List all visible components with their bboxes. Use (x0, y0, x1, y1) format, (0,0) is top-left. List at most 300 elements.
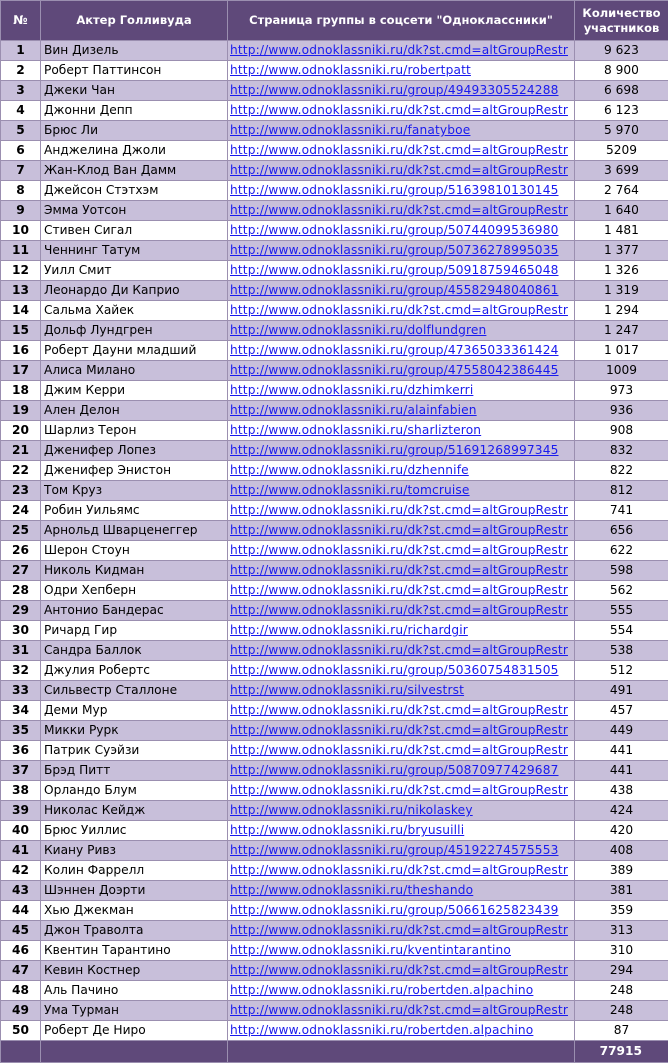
table-row (1, 261, 668, 281)
actor-name: Уилл Смит (41, 261, 228, 281)
group-link[interactable]: http://www.odnoklassniki.ru/dk?st.cmd=altGroupRestr (230, 303, 568, 317)
table-row (1, 441, 668, 461)
actor-name: Роберт Паттинсон (41, 61, 228, 81)
member-count: 3 699 (575, 161, 668, 181)
table-row (1, 181, 668, 201)
table-row (1, 941, 668, 961)
row-number: 38 (1, 781, 41, 801)
group-link[interactable]: http://www.odnoklassniki.ru/dk?st.cmd=altGroupRestr (230, 523, 568, 537)
member-count: 6 123 (575, 101, 668, 121)
table-row (1, 641, 668, 661)
group-url-cell (228, 861, 575, 881)
group-link[interactable]: http://www.odnoklassniki.ru/fanatyboe (230, 123, 471, 137)
group-url-cell (228, 581, 575, 601)
member-count: 313 (575, 921, 668, 941)
row-number: 45 (1, 921, 41, 941)
row-number: 3 (1, 81, 41, 101)
group-link[interactable]: http://www.odnoklassniki.ru/dk?st.cmd=altGroupRestr (230, 543, 568, 557)
group-link[interactable]: http://www.odnoklassniki.ru/dk?st.cmd=altGroupRestr (230, 643, 568, 657)
header-count-line2: участников (583, 20, 660, 35)
actor-name: Дженифер Лопез (41, 441, 228, 461)
member-count: 438 (575, 781, 668, 801)
group-url-cell (228, 301, 575, 321)
row-number: 27 (1, 561, 41, 581)
row-number: 46 (1, 941, 41, 961)
row-number: 40 (1, 821, 41, 841)
group-link[interactable]: http://www.odnoklassniki.ru/robertpatt (230, 63, 471, 77)
group-url-cell (228, 661, 575, 681)
group-link[interactable]: http://www.odnoklassniki.ru/dk?st.cmd=altGroupRestr (230, 103, 568, 117)
group-url-cell (228, 1001, 575, 1021)
group-link[interactable]: http://www.odnoklassniki.ru/nikolaskey (230, 803, 473, 817)
group-url-cell (228, 281, 575, 301)
row-number: 47 (1, 961, 41, 981)
table-row (1, 301, 668, 321)
actor-name: Сильвестр Сталлоне (41, 681, 228, 701)
group-url-cell (228, 561, 575, 581)
row-number: 17 (1, 361, 41, 381)
table-row (1, 281, 668, 301)
member-count: 310 (575, 941, 668, 961)
actor-name: Кевин Костнер (41, 961, 228, 981)
group-link[interactable]: http://www.odnoklassniki.ru/dzhimkerri (230, 383, 474, 397)
total-cell-empty-1 (1, 1041, 41, 1063)
table-row (1, 541, 668, 561)
row-number: 29 (1, 601, 41, 621)
group-url-cell (228, 321, 575, 341)
row-number: 31 (1, 641, 41, 661)
actor-name: Микки Рурк (41, 721, 228, 741)
group-link[interactable]: http://www.odnoklassniki.ru/group/49493305524288 (230, 83, 559, 97)
member-count: 1 326 (575, 261, 668, 281)
table-row (1, 61, 668, 81)
row-number: 12 (1, 261, 41, 281)
group-link[interactable]: http://www.odnoklassniki.ru/kventintarantino (230, 943, 512, 957)
group-link[interactable]: http://www.odnoklassniki.ru/group/45192274575553 (230, 843, 559, 857)
group-link[interactable]: http://www.odnoklassniki.ru/dk?st.cmd=altGroupRestr (230, 863, 568, 877)
member-count: 389 (575, 861, 668, 881)
table-row (1, 721, 668, 741)
actor-name: Жан-Клод Ван Дамм (41, 161, 228, 181)
table-row (1, 321, 668, 341)
group-link[interactable]: http://www.odnoklassniki.ru/dolflundgren (230, 323, 487, 337)
group-link[interactable]: http://www.odnoklassniki.ru/dk?st.cmd=altGroupRestr (230, 583, 568, 597)
group-link[interactable]: http://www.odnoklassniki.ru/theshando (230, 883, 474, 897)
actor-name: Шарлиз Терон (41, 421, 228, 441)
table-row (1, 41, 668, 61)
table-row (1, 201, 668, 221)
table-row (1, 221, 668, 241)
member-count: 936 (575, 401, 668, 421)
row-number: 7 (1, 161, 41, 181)
member-count: 555 (575, 601, 668, 621)
member-count: 1009 (575, 361, 668, 381)
actor-name: Дженифер Энистон (41, 461, 228, 481)
group-link[interactable]: http://www.odnoklassniki.ru/dk?st.cmd=altGroupRestr (230, 163, 568, 177)
group-url-cell (228, 701, 575, 721)
row-number: 23 (1, 481, 41, 501)
group-url-cell (228, 461, 575, 481)
table-row (1, 681, 668, 701)
group-url-cell (228, 901, 575, 921)
actor-name: Хью Джекман (41, 901, 228, 921)
member-count: 741 (575, 501, 668, 521)
actor-name: Одри Хепберн (41, 581, 228, 601)
member-count: 5 970 (575, 121, 668, 141)
group-link[interactable]: http://www.odnoklassniki.ru/dk?st.cmd=altGroupRestr (230, 783, 568, 797)
member-count: 441 (575, 761, 668, 781)
table-row (1, 501, 668, 521)
group-link[interactable]: http://www.odnoklassniki.ru/dk?st.cmd=altGroupRestr (230, 723, 568, 737)
table-row (1, 601, 668, 621)
table-row (1, 781, 668, 801)
actor-name: Арнольд Шварценеггер (41, 521, 228, 541)
table-row (1, 861, 668, 881)
group-url-cell (228, 741, 575, 761)
header-row (1, 1, 668, 41)
row-number: 19 (1, 401, 41, 421)
group-link[interactable]: http://www.odnoklassniki.ru/group/47365033361424 (230, 343, 559, 357)
member-count: 562 (575, 581, 668, 601)
member-count: 538 (575, 641, 668, 661)
table-row (1, 101, 668, 121)
table-row (1, 741, 668, 761)
actor-name: Джейсон Стэтхэм (41, 181, 228, 201)
table-row (1, 661, 668, 681)
row-number: 49 (1, 1001, 41, 1021)
table-row (1, 581, 668, 601)
group-url-cell (228, 541, 575, 561)
group-link[interactable]: http://www.odnoklassniki.ru/dk?st.cmd=altGroupRestr (230, 703, 568, 717)
actor-name: Николас Кейдж (41, 801, 228, 821)
actor-name: Джулия Робертс (41, 661, 228, 681)
total-count: 77915 (575, 1041, 668, 1063)
group-url-cell (228, 961, 575, 981)
actor-name: Джеки Чан (41, 81, 228, 101)
group-url-cell (228, 361, 575, 381)
actor-name: Ума Турман (41, 1001, 228, 1021)
table-row (1, 921, 668, 941)
member-count: 1 640 (575, 201, 668, 221)
group-link[interactable]: http://www.odnoklassniki.ru/sharlizteron (230, 423, 482, 437)
group-url-cell (228, 601, 575, 621)
table-row (1, 521, 668, 541)
header-number: № (1, 1, 41, 41)
row-number: 35 (1, 721, 41, 741)
header-count (575, 1, 668, 41)
member-count: 656 (575, 521, 668, 541)
group-url-cell (228, 61, 575, 81)
table-row (1, 161, 668, 181)
group-link[interactable]: http://www.odnoklassniki.ru/silvestrst (230, 683, 465, 697)
group-link[interactable]: http://www.odnoklassniki.ru/dk?st.cmd=altGroupRestr (230, 603, 568, 617)
member-count: 598 (575, 561, 668, 581)
group-url-cell (228, 181, 575, 201)
actor-name: Аль Пачино (41, 981, 228, 1001)
row-number: 28 (1, 581, 41, 601)
member-count: 381 (575, 881, 668, 901)
table-row (1, 701, 668, 721)
group-link[interactable]: http://www.odnoklassniki.ru/dk?st.cmd=altGroupRestr (230, 143, 568, 157)
group-url-cell (228, 221, 575, 241)
actor-name: Брюс Уиллис (41, 821, 228, 841)
table-row (1, 801, 668, 821)
group-link[interactable]: http://www.odnoklassniki.ru/richardgir (230, 623, 468, 637)
actor-name: Киану Ривз (41, 841, 228, 861)
row-number: 34 (1, 701, 41, 721)
actor-name: Леонардо Ди Каприо (41, 281, 228, 301)
row-number: 39 (1, 801, 41, 821)
row-number: 20 (1, 421, 41, 441)
member-count: 1 319 (575, 281, 668, 301)
member-count: 908 (575, 421, 668, 441)
group-url-cell (228, 941, 575, 961)
group-url-cell (228, 841, 575, 861)
group-link[interactable]: http://www.odnoklassniki.ru/dk?st.cmd=altGroupRestr (230, 43, 568, 57)
member-count: 1 017 (575, 341, 668, 361)
row-number: 8 (1, 181, 41, 201)
group-url-cell (228, 801, 575, 821)
group-link[interactable]: http://www.odnoklassniki.ru/dk?st.cmd=altGroupRestr (230, 503, 568, 517)
member-count: 1 294 (575, 301, 668, 321)
row-number: 42 (1, 861, 41, 881)
row-number: 25 (1, 521, 41, 541)
group-url-cell (228, 821, 575, 841)
member-count: 1 247 (575, 321, 668, 341)
group-link[interactable]: http://www.odnoklassniki.ru/alainfabien (230, 403, 477, 417)
row-number: 41 (1, 841, 41, 861)
table-row (1, 961, 668, 981)
member-count: 2 764 (575, 181, 668, 201)
group-url-cell (228, 781, 575, 801)
member-count: 6 698 (575, 81, 668, 101)
actor-name: Антонио Бандерас (41, 601, 228, 621)
group-link[interactable]: http://www.odnoklassniki.ru/dk?st.cmd=altGroupRestr (230, 743, 568, 757)
table-row (1, 561, 668, 581)
member-count: 9 623 (575, 41, 668, 61)
actor-name: Анджелина Джоли (41, 141, 228, 161)
actor-name: Том Круз (41, 481, 228, 501)
row-number: 32 (1, 661, 41, 681)
table-footer (1, 1041, 668, 1063)
table-row (1, 81, 668, 101)
member-count: 512 (575, 661, 668, 681)
row-number: 15 (1, 321, 41, 341)
group-url-cell (228, 341, 575, 361)
row-number: 5 (1, 121, 41, 141)
row-number: 36 (1, 741, 41, 761)
row-number: 24 (1, 501, 41, 521)
group-link[interactable]: http://www.odnoklassniki.ru/bryusuilli (230, 823, 465, 837)
table-row (1, 821, 668, 841)
table-row (1, 881, 668, 901)
group-link[interactable]: http://www.odnoklassniki.ru/robertden.alpachino (230, 1023, 534, 1037)
row-number: 50 (1, 1021, 41, 1041)
row-number: 26 (1, 541, 41, 561)
group-url-cell (228, 641, 575, 661)
group-url-cell (228, 121, 575, 141)
actor-name: Ричард Гир (41, 621, 228, 641)
member-count: 359 (575, 901, 668, 921)
member-count: 424 (575, 801, 668, 821)
row-number: 30 (1, 621, 41, 641)
group-url-cell (228, 721, 575, 741)
group-url-cell (228, 621, 575, 641)
group-link[interactable]: http://www.odnoklassniki.ru/group/51639810130145 (230, 183, 559, 197)
table-row (1, 841, 668, 861)
row-number: 6 (1, 141, 41, 161)
row-number: 1 (1, 41, 41, 61)
group-link[interactable]: http://www.odnoklassniki.ru/dk?st.cmd=altGroupRestr (230, 563, 568, 577)
actor-name: Джон Траволта (41, 921, 228, 941)
member-count: 1 481 (575, 221, 668, 241)
group-link[interactable]: http://www.odnoklassniki.ru/group/45582948040861 (230, 283, 559, 297)
group-url-cell (228, 881, 575, 901)
actor-name: Эмма Уотсон (41, 201, 228, 221)
group-link[interactable]: http://www.odnoklassniki.ru/tomcruise (230, 483, 470, 497)
group-url-cell (228, 501, 575, 521)
actor-name: Роберт Дауни младший (41, 341, 228, 361)
actor-name: Сандра Баллок (41, 641, 228, 661)
group-link[interactable]: http://www.odnoklassniki.ru/group/51691268997345 (230, 443, 559, 457)
group-url-cell (228, 161, 575, 181)
group-link[interactable]: http://www.odnoklassniki.ru/group/50918759465048 (230, 263, 559, 277)
actor-name: Колин Фаррелл (41, 861, 228, 881)
table-row (1, 241, 668, 261)
header-count-line1: Количество (582, 5, 661, 20)
member-count: 812 (575, 481, 668, 501)
group-url-cell (228, 141, 575, 161)
group-link[interactable]: http://www.odnoklassniki.ru/dk?st.cmd=altGroupRestr (230, 963, 568, 977)
group-link[interactable]: http://www.odnoklassniki.ru/group/50870977429687 (230, 763, 559, 777)
actor-name: Шэннен Доэрти (41, 881, 228, 901)
actor-name: Квентин Тарантино (41, 941, 228, 961)
row-number: 2 (1, 61, 41, 81)
row-number: 44 (1, 901, 41, 921)
row-number: 33 (1, 681, 41, 701)
total-cell-empty-3 (228, 1041, 575, 1063)
member-count: 8 900 (575, 61, 668, 81)
group-link[interactable]: http://www.odnoklassniki.ru/dk?st.cmd=altGroupRestr (230, 923, 568, 937)
table-row (1, 981, 668, 1001)
actor-name: Николь Кидман (41, 561, 228, 581)
row-number: 22 (1, 461, 41, 481)
actor-name: Джонни Депп (41, 101, 228, 121)
group-url-cell (228, 521, 575, 541)
group-link[interactable]: http://www.odnoklassniki.ru/dk?st.cmd=altGroupRestr (230, 203, 568, 217)
group-link[interactable]: http://www.odnoklassniki.ru/group/50744099536980 (230, 223, 559, 237)
total-row (1, 1041, 668, 1063)
table-row (1, 421, 668, 441)
group-link[interactable]: http://www.odnoklassniki.ru/group/50736278995035 (230, 243, 559, 257)
total-cell-empty-2 (41, 1041, 228, 1063)
table-row (1, 121, 668, 141)
row-number: 4 (1, 101, 41, 121)
member-count: 408 (575, 841, 668, 861)
row-number: 21 (1, 441, 41, 461)
table-row (1, 481, 668, 501)
group-link[interactable]: http://www.odnoklassniki.ru/dzhennife (230, 463, 469, 477)
group-url-cell (228, 421, 575, 441)
member-count: 420 (575, 821, 668, 841)
actor-name: Патрик Суэйзи (41, 741, 228, 761)
group-link[interactable]: http://www.odnoklassniki.ru/dk?st.cmd=altGroupRestr (230, 1003, 568, 1017)
group-link[interactable]: http://www.odnoklassniki.ru/robertden.alpachino (230, 983, 534, 997)
group-url-cell (228, 401, 575, 421)
member-count: 5209 (575, 141, 668, 161)
member-count: 294 (575, 961, 668, 981)
row-number: 9 (1, 201, 41, 221)
member-count: 457 (575, 701, 668, 721)
actor-name: Брэд Питт (41, 761, 228, 781)
member-count: 973 (575, 381, 668, 401)
group-url-cell (228, 81, 575, 101)
actor-name: Вин Дизель (41, 41, 228, 61)
group-url-cell (228, 761, 575, 781)
member-count: 822 (575, 461, 668, 481)
actor-name: Шерон Стоун (41, 541, 228, 561)
table-row (1, 1001, 668, 1021)
actor-name: Джим Керри (41, 381, 228, 401)
actor-name: Дольф Лундгрен (41, 321, 228, 341)
table-row (1, 621, 668, 641)
member-count: 449 (575, 721, 668, 741)
row-number: 18 (1, 381, 41, 401)
member-count: 441 (575, 741, 668, 761)
table-row (1, 761, 668, 781)
actor-name: Стивен Сигал (41, 221, 228, 241)
actor-name: Роберт Де Ниро (41, 1021, 228, 1041)
group-url-cell (228, 441, 575, 461)
row-number: 48 (1, 981, 41, 1001)
member-count: 87 (575, 1021, 668, 1041)
row-number: 10 (1, 221, 41, 241)
group-link[interactable]: http://www.odnoklassniki.ru/group/50360754831505 (230, 663, 559, 677)
actor-name: Сальма Хайек (41, 301, 228, 321)
member-count: 554 (575, 621, 668, 641)
group-link[interactable]: http://www.odnoklassniki.ru/group/50661625823439 (230, 903, 559, 917)
group-url-cell (228, 261, 575, 281)
actor-name: Брюс Ли (41, 121, 228, 141)
header-actor: Актер Голливуда (41, 1, 228, 41)
member-count: 248 (575, 1001, 668, 1021)
group-url-cell (228, 681, 575, 701)
actor-name: Деми Мур (41, 701, 228, 721)
group-url-cell (228, 1021, 575, 1041)
row-number: 11 (1, 241, 41, 261)
table-body (1, 41, 668, 1041)
group-link[interactable]: http://www.odnoklassniki.ru/group/47558042386445 (230, 363, 559, 377)
table-row (1, 461, 668, 481)
table-row (1, 361, 668, 381)
actor-name: Робин Уильямс (41, 501, 228, 521)
header-page: Страница группы в соцсети "Одноклассники" (228, 1, 575, 41)
actor-name: Ченнинг Татум (41, 241, 228, 261)
group-url-cell (228, 481, 575, 501)
member-count: 622 (575, 541, 668, 561)
group-url-cell (228, 241, 575, 261)
table-row (1, 341, 668, 361)
member-count: 248 (575, 981, 668, 1001)
table-row (1, 401, 668, 421)
group-url-cell (228, 981, 575, 1001)
member-count: 1 377 (575, 241, 668, 261)
member-count: 832 (575, 441, 668, 461)
table-row (1, 901, 668, 921)
group-url-cell (228, 381, 575, 401)
member-count: 491 (575, 681, 668, 701)
actor-name: Орландо Блум (41, 781, 228, 801)
